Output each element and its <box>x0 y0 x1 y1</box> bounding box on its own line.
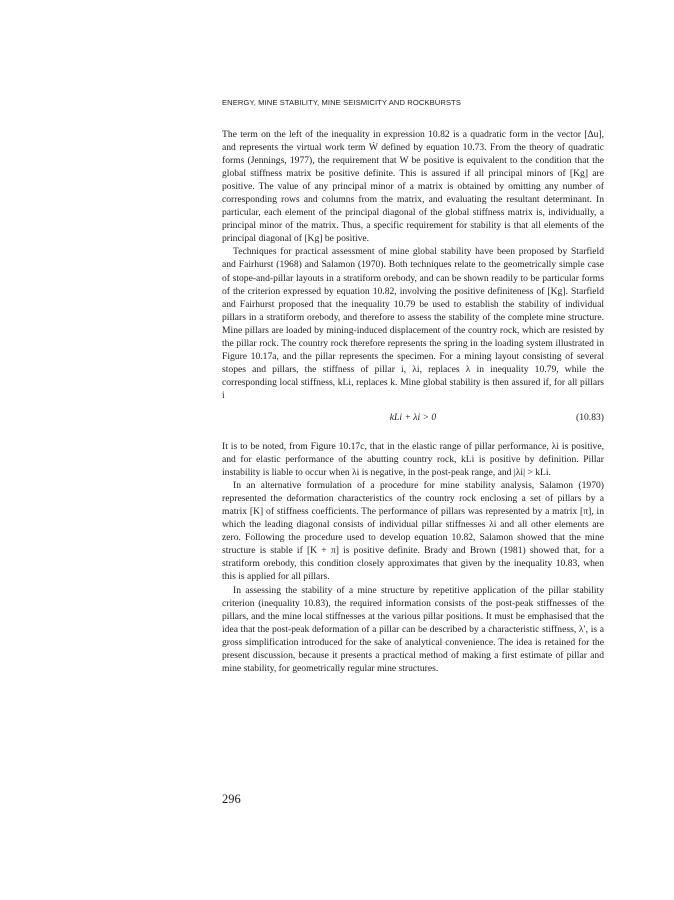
running-head: ENERGY, MINE STABILITY, MINE SEISMICITY AND ROCKBURSTS <box>222 98 462 107</box>
paragraph-quadratic-form: The term on the left of the inequality in expression 10.82 is a quadratic form in the vector [Δu], and represents the virtual work term Ẇ defined by equation 10.73. From the theory of quadratic forms (Jennings, 1977), the requirement that W be positive is equivalent to the condition that the global stiffness matrix be positive definite. This is assured if all principal minors of [Kg] are positive. The value of any principal minor of a matrix is obtained by omitting any number of corresponding rows and columns from the matrix, and evaluating the resultant determinant. In particular, each element of the principal diagonal of the global stiffness matrix is, individually, a principal minor of the matrix. Thus, a specific requirement for stability is that all elements of the principal diagonal of [Kg] be positive. <box>222 129 604 245</box>
equation-pillar-stability: kLi + λi > 0 <box>389 411 437 423</box>
body-text <box>222 128 604 675</box>
page-number: 296 <box>222 792 241 806</box>
paragraph-elastic-range: It is to be noted, from Figure 10.17c, that in the elastic range of pillar performance, λi is positive, and for elastic performance of the abutting country rock, kLi is positive by definition. Pillar instability is liable to occur when λi is negative, in the post-peak range, and |λi| > kLi. <box>222 440 604 479</box>
paragraph-alternative-formulation: In an alternative formulation of a procedure for mine stability analysis, Salamon (1970) represented the deformation characteristics of the country rock enclosing a set of pillars by a matrix [K] of stiffness coefficients. The performance of pillars was represented by a matrix [π], in which the leading diagonal consists of individual pillar stiffnesses λi and all other elements are zero. Following the procedure used to develop equation 10.82, Salamon showed that the mine structure is stable if [K + π] is positive definite. Brady and Brown (1981) showed that, for a stratiform orebody, this condition closely approximates that given by the inequality 10.83, when this is applied for all pillars. <box>222 480 604 583</box>
equation-block <box>222 406 604 434</box>
paragraph-practical-assessment: Techniques for practical assessment of mine global stability have been proposed by Starfield and Fairhurst (1968) and Salamon (1970). Both techniques relate to the geometrically simple case of stope-and-pillar layouts in a stratiform orebody, and can be shown readily to be particular forms of the criterion expressed by equation 10.82, involving the positive definiteness of [Kg]. Starfield and Fairhurst proposed that the inequality 10.79 be used to establish the stability of individual pillars in a stratiform orebody, and therefore to assess the stability of the complete mine structure. Mine pillars are loaded by mining-induced displacement of the country rock, which are resisted by the pillar rock. The country rock therefore represents the spring in the loading system illustrated in Figure 10.17a, and the pillar represents the specimen. For a mining layout consisting of several stopes and pillars, the stiffness of pillar i, λi, replaces λ in inequality 10.79, while the corresponding local stiffness, kLi, replaces k. Mine global stability is then assured if, for all pillars i <box>222 246 604 401</box>
paragraph-assessing-stability: In assessing the stability of a mine structure by repetitive application of the pillar stability criterion (inequality 10.83), the required information consists of the post-peak stiffnesses of the pillars, and the mine local stiffnesses at the various pillar positions. It must be emphasised that the idea that the post-peak deformation of a pillar can be described by a characteristic stiffness, λ′, is a gross simplification introduced for the sake of analytical convenience. The idea is retained for the present discussion, because it presents a practical method of making a first estimate of pillar and mine stability, for geometrically regular mine structures. <box>222 584 604 674</box>
equation-number: (10.83) <box>576 411 604 423</box>
